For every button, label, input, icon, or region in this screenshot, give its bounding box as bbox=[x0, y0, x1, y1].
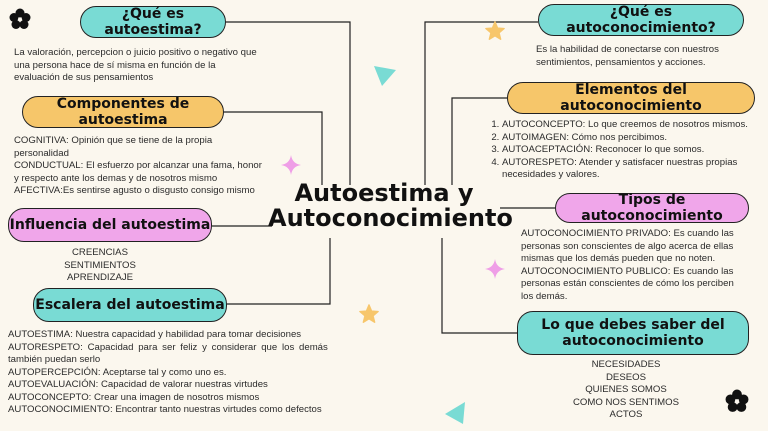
lo-que-debes-saber-box bbox=[517, 311, 749, 355]
que-es-autoconocimiento-text bbox=[536, 44, 719, 69]
text-line: La valoración, percepcion o juicio positivo o negativo que bbox=[14, 47, 257, 58]
text-line: personas son conscientes de algo acerca de ellas bbox=[521, 240, 734, 252]
star-icon bbox=[484, 20, 506, 42]
list-item: SENTIMIENTOS bbox=[64, 259, 136, 271]
list-item: COMO NOS SENTIMOS bbox=[572, 396, 680, 408]
list-item: APRENDIZAJE bbox=[66, 272, 134, 283]
text-line: AUTOPERCEPCIÓN: Aceptarse tal y como uno es. bbox=[8, 366, 227, 378]
elementos-autoconocimiento-list bbox=[485, 119, 748, 182]
connector-escalera bbox=[227, 238, 330, 304]
central-title bbox=[268, 179, 513, 232]
text-line: los demás. bbox=[521, 290, 568, 302]
text-line: CONDUCTUAL: El esfuerzo por alcanzar una fama, honor bbox=[14, 160, 262, 171]
componentes-autoestima-text bbox=[14, 135, 262, 198]
list-item: ACTOS bbox=[609, 409, 643, 420]
list-item: 3. AUTOACEPTACIÓN: Reconocer lo que somos. bbox=[502, 144, 748, 157]
escalera-autoestima-box bbox=[33, 288, 227, 322]
sparkle-icon bbox=[280, 154, 302, 176]
text-line: y respecto ante los demas y de nosotros mismo bbox=[14, 172, 218, 184]
influencia-autoestima-box bbox=[8, 208, 212, 242]
influencia-autoestima-list bbox=[40, 247, 160, 285]
que-es-autoconocimiento-box bbox=[538, 4, 744, 36]
list-item: DESEOS bbox=[606, 371, 646, 383]
star-icon bbox=[358, 303, 380, 325]
lo-que-debes-saber-title-line2: autoconocimiento bbox=[562, 333, 704, 349]
tipos-autoconocimiento-box bbox=[555, 193, 749, 223]
elementos-autoconocimiento-box bbox=[507, 82, 755, 114]
text-line: una persona hace de sí misma en función de la bbox=[14, 59, 216, 71]
que-es-autoconocimiento-title: ¿Qué es autoconocimiento? bbox=[566, 4, 716, 36]
triangle-icon bbox=[443, 400, 467, 426]
connector-lo-que-debes bbox=[442, 238, 517, 333]
text-line: personas están conscientes de cómo los perciben bbox=[521, 278, 734, 289]
central-title-line1: Autoestima y bbox=[294, 179, 474, 207]
text-line: mismas que los demás pueden que no noten. bbox=[521, 253, 716, 264]
escalera-autoestima-text bbox=[8, 329, 328, 417]
list-item-continuation: necesidades y valores. bbox=[502, 169, 600, 180]
elementos-autoconocimiento-title: Elementos del autoconocimiento bbox=[560, 82, 702, 114]
tipos-autoconocimiento-title: Tipos de autoconocimiento bbox=[581, 192, 723, 224]
lo-que-debes-saber-title-line1: Lo que debes saber del bbox=[541, 317, 725, 333]
text-line: AUTOCONOCIMIENTO PUBLICO: Es cuando las bbox=[521, 265, 734, 277]
flower-icon bbox=[9, 8, 31, 30]
que-es-autoestima-box bbox=[80, 6, 226, 38]
list-item: CREENCIAS bbox=[72, 247, 128, 258]
text-line: Es la habilidad de conectarse con nuestros bbox=[536, 44, 719, 55]
text-line: sentimientos, pensamientos y acciones. bbox=[536, 56, 706, 68]
list-item: 1. AUTOCONCEPTO: Lo que creemos de nosotros mismos. bbox=[502, 119, 748, 132]
text-line: COGNITIVA: Opinión que se tiene de la propia bbox=[14, 135, 213, 146]
text-line: AUTOESTIMA: Nuestra capacidad y habilidad para tomar decisiones bbox=[8, 329, 302, 340]
lo-que-debes-saber-list bbox=[556, 359, 696, 422]
text-line: AUTORESPETO: Capacidad para ser feliz y considerar que los demás bbox=[8, 341, 328, 353]
list-item: 2. AUTOIMAGEN: Cómo nos percibimos. bbox=[502, 132, 748, 145]
componentes-autoestima-box bbox=[22, 96, 224, 128]
que-es-autoestima-text bbox=[14, 47, 257, 85]
central-title-line2: Autoconocimiento bbox=[268, 204, 513, 232]
list-item: 4. AUTORESPETO: Atender y satisfacer nuestras propias bbox=[502, 157, 748, 170]
text-line: AUTOCONCEPTO: Crear una imagen de nosotros mismos bbox=[8, 391, 260, 403]
text-line: AUTOEVALUACIÓN: Capacidad de valorar nuestras virtudes bbox=[8, 379, 268, 390]
que-es-autoestima-title: ¿Qué es autoestima? bbox=[104, 6, 202, 38]
influencia-autoestima-title: Influencia del autoestima bbox=[9, 217, 211, 233]
list-item: QUIENES SOMOS bbox=[585, 384, 667, 395]
text-line: AUTOCONOCIMIENTO: Encontrar tanto nuestras virtudes como defectos bbox=[8, 404, 322, 415]
tipos-autoconocimiento-text bbox=[521, 228, 734, 303]
text-line: AFECTIVA:Es sentirse agusto o disgusto consigo mismo bbox=[14, 185, 255, 196]
text-line: también puedan serlo bbox=[8, 354, 101, 365]
list-item: NECESIDADES bbox=[591, 359, 661, 370]
escalera-autoestima-title: Escalera del autoestima bbox=[35, 297, 225, 313]
text-line: personalidad bbox=[14, 147, 69, 159]
flower-icon bbox=[725, 389, 749, 413]
sparkle-icon bbox=[484, 258, 506, 280]
triangle-icon bbox=[372, 64, 398, 88]
componentes-autoestima-title: Componentes de autoestima bbox=[56, 96, 190, 128]
text-line: evaluación de sus pensamientos bbox=[14, 72, 154, 83]
text-line: AUTOCONOCIMIENTO PRIVADO: Es cuando las bbox=[521, 228, 734, 239]
